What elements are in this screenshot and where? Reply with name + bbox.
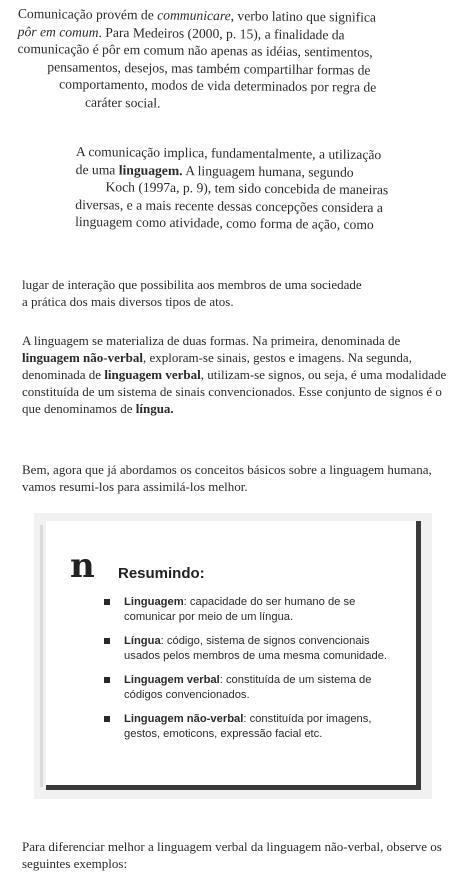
paragraph-exemplos: Para diferenciar melhor a linguagem verbal da linguagem não-verbal, observe os seguintes exemplos:: [22, 839, 442, 871]
summary-logo-icon: n: [70, 546, 95, 586]
text-line: caráter social.: [84, 94, 161, 111]
text-span: A linguagem se materializa de duas formas. Na primeira, denominada de: [22, 333, 401, 348]
summary-item: [104, 712, 404, 742]
paragraph-formas-linguagem: [22, 332, 454, 417]
summary-item: [104, 673, 404, 703]
square-bullet-icon: [104, 599, 110, 605]
summary-list: [104, 595, 404, 751]
bold-term: linguagem.: [118, 162, 183, 178]
text-line: comportamento, modos de vida determinados por regra de: [59, 76, 377, 96]
text-span: , verbo latino que significa: [230, 8, 377, 25]
summary-definition: : constituída de um sistema de códigos convencionados.: [124, 674, 372, 701]
text-line: lugar de interação que possibilita aos membros de uma sociedade: [22, 277, 362, 292]
text-line: a prática dos mais diversos tipos de atos.: [22, 294, 234, 309]
text-span: de uma: [75, 161, 119, 178]
bold-term: linguagem não-verbal: [22, 350, 143, 365]
summary-box-inner: [46, 521, 421, 790]
summary-definition: : capacidade do ser humano de se comunicar por meio de um língua.: [124, 596, 356, 623]
paragraph-interacao: [22, 276, 452, 310]
bold-term: língua.: [135, 401, 174, 416]
box-left-bar: [40, 525, 43, 787]
text-line: comunicação é pôr em comum não apenas as idéias, sentimentos,: [17, 41, 373, 60]
text-line: linguagem como atividade, como forma de ação, como: [75, 214, 374, 233]
square-bullet-icon: [104, 716, 110, 722]
italic-term: pôr em comum: [17, 23, 99, 40]
text-span: Comunicação provém de: [17, 5, 158, 23]
paragraph-linguagem-intro: [75, 143, 461, 235]
text-line: pensamentos, desejos, mas também compartilhar formas de: [47, 59, 371, 78]
text-span: . Para Medeiros (2000, p. 15), a finalidade da: [98, 24, 345, 43]
square-bullet-icon: [104, 677, 110, 683]
text-span: A linguagem humana, segundo: [182, 162, 354, 180]
summary-definition: : código, sistema de signos convencionais usados pelos membros de uma mesma comunidade.: [124, 635, 388, 662]
summary-term: Língua: [124, 635, 161, 647]
summary-term: Linguagem verbal: [124, 674, 220, 686]
summary-box: [34, 513, 432, 799]
square-bullet-icon: [104, 638, 110, 644]
summary-term: Linguagem: [124, 596, 184, 608]
summary-item: [104, 634, 404, 664]
summary-title: Resumindo:: [118, 565, 205, 582]
text-line: Koch (1997a, p. 9), tem sido concebida de maneiras: [105, 179, 389, 198]
paragraph-comunicacao: [17, 5, 463, 115]
summary-term: Linguagem não-verbal: [124, 713, 244, 725]
text-span: , utilizam-se signos, ou seja, é uma modalidade constituída de um sistema de sinais convencionados. Esse conjunto de signos é o que denominamos de: [22, 367, 447, 416]
italic-term: communicare: [157, 7, 231, 24]
text-line: A comunicação implica, fundamentalmente, a utilização: [75, 143, 382, 163]
text-line: diversas, e a mais recente dessas concepções considera a: [75, 196, 384, 215]
text-span: , exploram-se sinais, gestos e imagens. Na segunda, denominada de: [22, 350, 412, 382]
summary-item: [104, 595, 404, 625]
summary-definition: : constituída por imagens, gestos, emoticons, expressão facial etc.: [124, 713, 372, 740]
bold-term: linguagem verbal: [104, 367, 201, 382]
paragraph-resumo-intro: Bem, agora que já abordamos os conceitos básicos sobre a linguagem humana, vamos resumi-los para assimilá-los melhor.: [22, 462, 432, 494]
